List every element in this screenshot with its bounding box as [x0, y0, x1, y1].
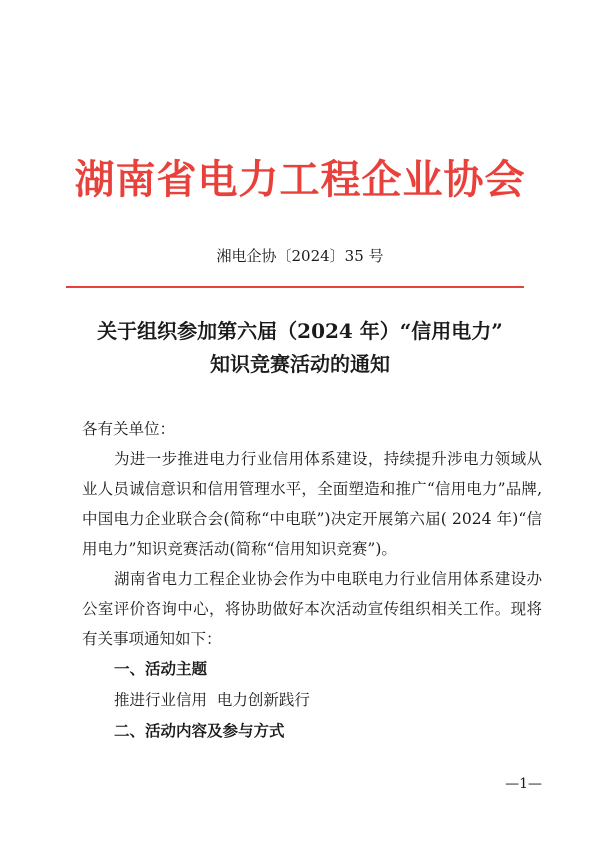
organization-header: 湖南省电力工程企业协会 [74, 157, 526, 203]
section-1-heading: 一、活动主题 [114, 660, 208, 678]
document-title [0, 315, 600, 381]
paragraph-2-text: 湖南省电力工程企业协会作为中电联电力行业信用体系建设办公室评价咨询中心，将协助做好本次活动宣传组织相关工作。现将有关事项通知如下： [82, 570, 542, 648]
document-number: 湘电企协〔2024〕35 号 [216, 247, 384, 265]
paragraph-1 [82, 444, 542, 564]
title-line-2: 知识竞赛活动的通知 [210, 352, 390, 376]
title-line-1: 关于组织参加第六届（2024 年）“信用电力” [97, 319, 503, 343]
salutation: 各有关单位： [82, 420, 176, 438]
paragraph-1-text: 为进一步推进电力行业信用体系建设，持续提升涉电力领域从业人员诚信意识和信用管理水平，全面塑造和推广“信用电力”品牌,中国电力企业联合会(简称“中电联”)决定开展第六届( 2024 年)“信用电力”知识竞赛活动(简称“信用知识竞赛”)。 [82, 450, 542, 558]
section-1-content: 推进行业信用 电力创新践行 [114, 691, 310, 709]
section-2-heading: 二、活动内容及参与方式 [114, 722, 285, 740]
page-number: —1— [505, 776, 542, 792]
paragraph-2 [82, 564, 542, 654]
red-divider [66, 286, 524, 288]
